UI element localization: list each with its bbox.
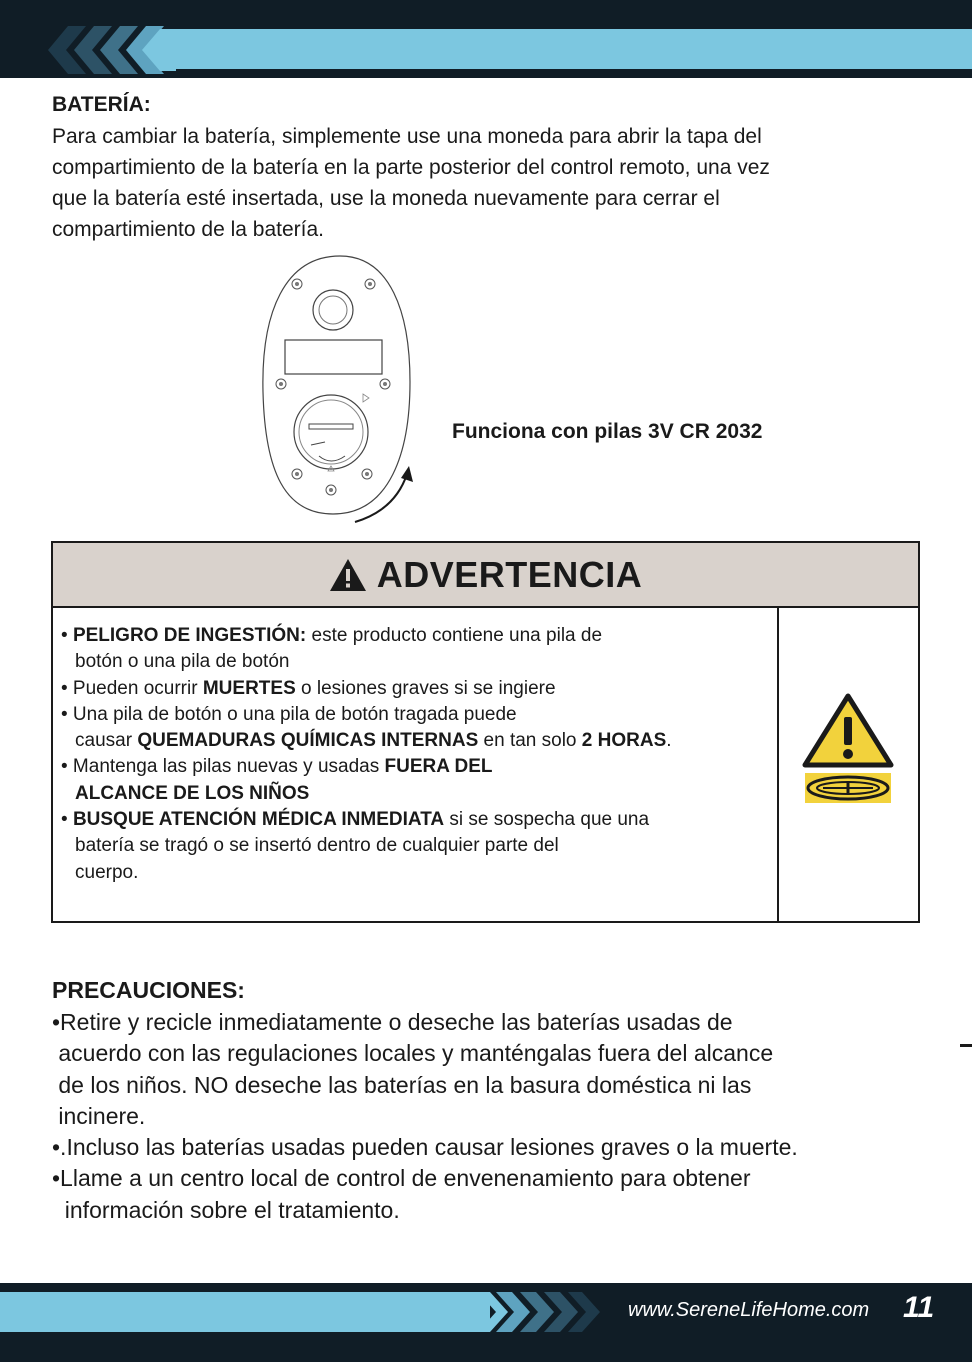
footer-accent-bar [0, 1292, 490, 1332]
warning-box [51, 541, 920, 923]
remote-back-illustration [255, 252, 425, 532]
warning-line [61, 728, 777, 754]
battery-title: BATERÍA: [52, 93, 151, 116]
warning-divider [777, 608, 779, 923]
precautions-list [52, 1007, 932, 1226]
warning-emphasis: 2 HORAS [581, 730, 667, 752]
warning-text: botón o una pila de botón [75, 651, 290, 673]
page-header [0, 0, 972, 78]
warning-line [61, 781, 777, 807]
battery-type-label: Funciona con pilas 3V CR 2032 [452, 420, 763, 443]
warning-line [61, 807, 777, 833]
warning-line [61, 754, 777, 780]
warning-line [61, 623, 777, 649]
precautions-title: PRECAUCIONES: [52, 977, 245, 1003]
battery-line: compartimiento de la batería en la parte posterior del control remoto, una vez [52, 156, 770, 179]
footer-website: www.SereneLifeHome.com [628, 1299, 870, 1321]
warning-text: causar [75, 730, 138, 752]
warning-emphasis: ALCANCE DE LOS NIÑOS [75, 782, 310, 804]
edge-mark [960, 1044, 972, 1047]
warning-text: • [61, 625, 73, 646]
battery-line: que la batería esté insertada, use la moneda nuevamente para cerrar el [52, 187, 720, 210]
precaution-line: •.Incluso las baterías usadas pueden causar lesiones graves o la muerte. [52, 1134, 798, 1161]
warning-line [61, 649, 777, 675]
warning-emphasis: BUSQUE ATENCIÓN MÉDICA INMEDIATA [72, 809, 445, 831]
page-number: 11 [903, 1291, 935, 1324]
warning-text: • Una pila de botón o una pila de botón tragada puede [61, 703, 517, 725]
warning-text: si se sospecha que una [444, 809, 650, 831]
warning-text: • [61, 809, 73, 831]
warning-header [53, 543, 918, 608]
precaution-line: acuerdo con las regulaciones locales y manténgalas fuera del alcance [52, 1040, 774, 1067]
chevrons-right-icon [478, 1292, 603, 1332]
header-accent-bar [165, 29, 972, 69]
warning-line [61, 833, 777, 859]
battery-line: Para cambiar la batería, simplemente use una moneda para abrir la tapa del [52, 125, 762, 148]
warning-text: batería se tragó o se insertó dentro de cualquier parte del [75, 835, 559, 857]
warning-emphasis: FUERA DEL [384, 756, 493, 778]
warning-line [61, 676, 777, 702]
precaution-line: incinere. [52, 1102, 146, 1129]
warning-text: o lesiones graves si se ingiere [295, 677, 556, 699]
warning-line [61, 702, 777, 728]
precaution-line: información sobre el tratamiento. [52, 1196, 400, 1223]
warning-triangle-icon [329, 558, 367, 592]
warning-emphasis: MUERTES [202, 677, 296, 699]
precaution-line: •Llame a un centro local de control de envenenamiento para obtener [52, 1165, 751, 1192]
warning-text: • Pueden ocurrir [61, 677, 203, 699]
precaution-line: •Retire y recicle inmediatamente o deseche las baterías usadas de [52, 1009, 733, 1035]
warning-emphasis: PELIGRO DE INGESTIÓN: [72, 625, 307, 646]
warning-text: cuerpo. [75, 861, 139, 883]
warning-text: . [666, 730, 672, 752]
chevrons-left-icon [48, 26, 178, 74]
warning-line [61, 860, 777, 886]
battery-line: compartimiento de la batería. [52, 218, 324, 241]
precaution-line: de los niños. NO deseche las baterías en la basura doméstica ni las [52, 1071, 752, 1098]
warning-emphasis: QUEMADURAS QUÍMICAS INTERNAS [137, 730, 479, 752]
warning-text: • Mantenga las pilas nuevas y usadas [61, 756, 385, 778]
warning-list [61, 623, 777, 886]
warning-text: este producto contiene una pila de [306, 625, 603, 646]
warning-title: ADVERTENCIA [376, 553, 643, 595]
battery-instructions [52, 121, 932, 245]
coin-battery-warning-icon [801, 693, 895, 805]
warning-text: en tan solo [478, 730, 582, 752]
